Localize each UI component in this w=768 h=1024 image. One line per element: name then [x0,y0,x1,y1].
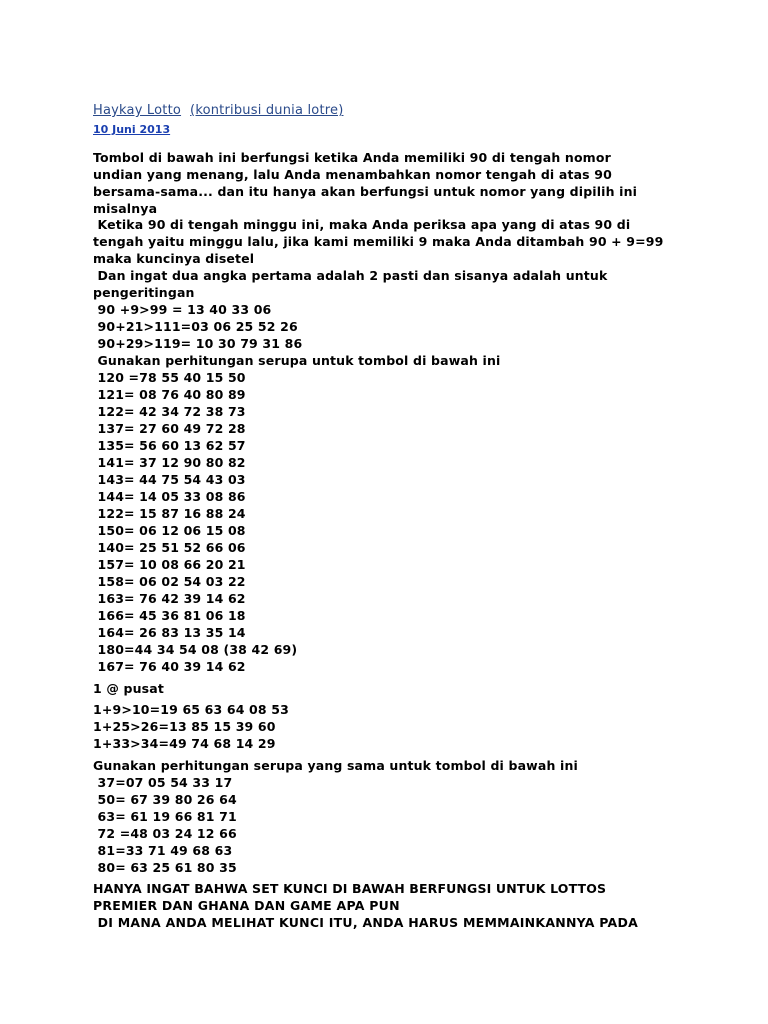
text-line: 120 =78 55 40 15 50 [93,370,246,385]
text-line: 63= 61 19 66 81 71 [93,809,237,824]
text-line: Gunakan perhitungan serupa untuk tombol di bawah ini [93,353,501,368]
subtitle-link[interactable]: (kontribusi dunia lotre) [190,103,344,118]
text-line: 163= 76 42 39 14 62 [93,591,246,606]
text-line: Ketika 90 di tengah minggu ini, maka Anda periksa apa yang di atas 90 di [93,217,631,232]
title-link[interactable]: Haykay Lotto [93,103,182,118]
text-line: 158= 06 02 54 03 22 [93,574,246,589]
text-line: 37=07 05 54 33 17 [93,775,233,790]
text-line: misalnya [93,201,158,216]
text-line: 50= 67 39 80 26 64 [93,792,237,807]
text-line: 150= 06 12 06 15 08 [93,523,246,538]
text-line: 1+25>26=13 85 15 39 60 [93,719,276,734]
text-line: 141= 37 12 90 80 82 [93,455,246,470]
text-line: undian yang menang, lalu Anda menambahkan nomor tengah di atas 90 [93,167,612,182]
text-line: 1+33>34=49 74 68 14 29 [93,736,276,751]
text-line: Dan ingat dua angka pertama adalah 2 pasti dan sisanya adalah untuk [93,268,608,283]
text-line: Gunakan perhitungan serupa yang sama untuk tombol di bawah ini [93,758,578,773]
text-line: 157= 10 08 66 20 21 [93,557,246,572]
text-line: pengeritingan [93,285,195,300]
text-line: 90+21>111=03 06 25 52 26 [93,319,298,334]
text-line: 143= 44 75 54 43 03 [93,472,246,487]
text-line: 135= 56 60 13 62 57 [93,438,246,453]
text-line: 140= 25 51 52 66 06 [93,540,246,555]
text-line: 122= 42 34 72 38 73 [93,404,246,419]
text-line: 122= 15 87 16 88 24 [93,506,246,521]
text-line: 180=44 34 54 08 (38 42 69) [93,642,298,657]
text-line: 1 @ pusat [93,681,164,696]
text-line: maka kuncinya disetel [93,251,255,266]
text-line: 166= 45 36 81 06 18 [93,608,246,623]
text-line: 90+29>119= 10 30 79 31 86 [93,336,303,351]
text-line: 1+9>10=19 65 63 64 08 53 [93,702,289,717]
text-line: 90 +9>99 = 13 40 33 06 [93,302,272,317]
text-line: PREMIER DAN GHANA DAN GAME APA PUN [93,898,400,913]
text-line: 81=33 71 49 68 63 [93,843,233,858]
text-line: 80= 63 25 61 80 35 [93,860,237,875]
text-line: 144= 14 05 33 08 86 [93,489,246,504]
text-line: HANYA INGAT BAHWA SET KUNCI DI BAWAH BERFUNGSI UNTUK LOTTOS [93,881,607,896]
text-line: tengah yaitu minggu lalu, jika kami memiliki 9 maka Anda ditambah 90 + 9=99 [93,234,664,249]
text-line: bersama-sama... dan itu hanya akan berfungsi untuk nomor yang dipilih ini [93,184,638,199]
header-links [93,103,343,118]
text-line: 137= 27 60 49 72 28 [93,421,246,436]
text-line: 164= 26 83 13 35 14 [93,625,246,640]
post-date[interactable]: 10 Juni 2013 [93,123,171,136]
text-line: 167= 76 40 39 14 62 [93,659,246,674]
text-line: DI MANA ANDA MELIHAT KUNCI ITU, ANDA HARUS MEMMAINKANNYA PADA [93,915,639,930]
text-line: Tombol di bawah ini berfungsi ketika Anda memiliki 90 di tengah nomor [93,150,611,165]
text-line: 121= 08 76 40 80 89 [93,387,246,402]
text-line: 72 =48 03 24 12 66 [93,826,237,841]
